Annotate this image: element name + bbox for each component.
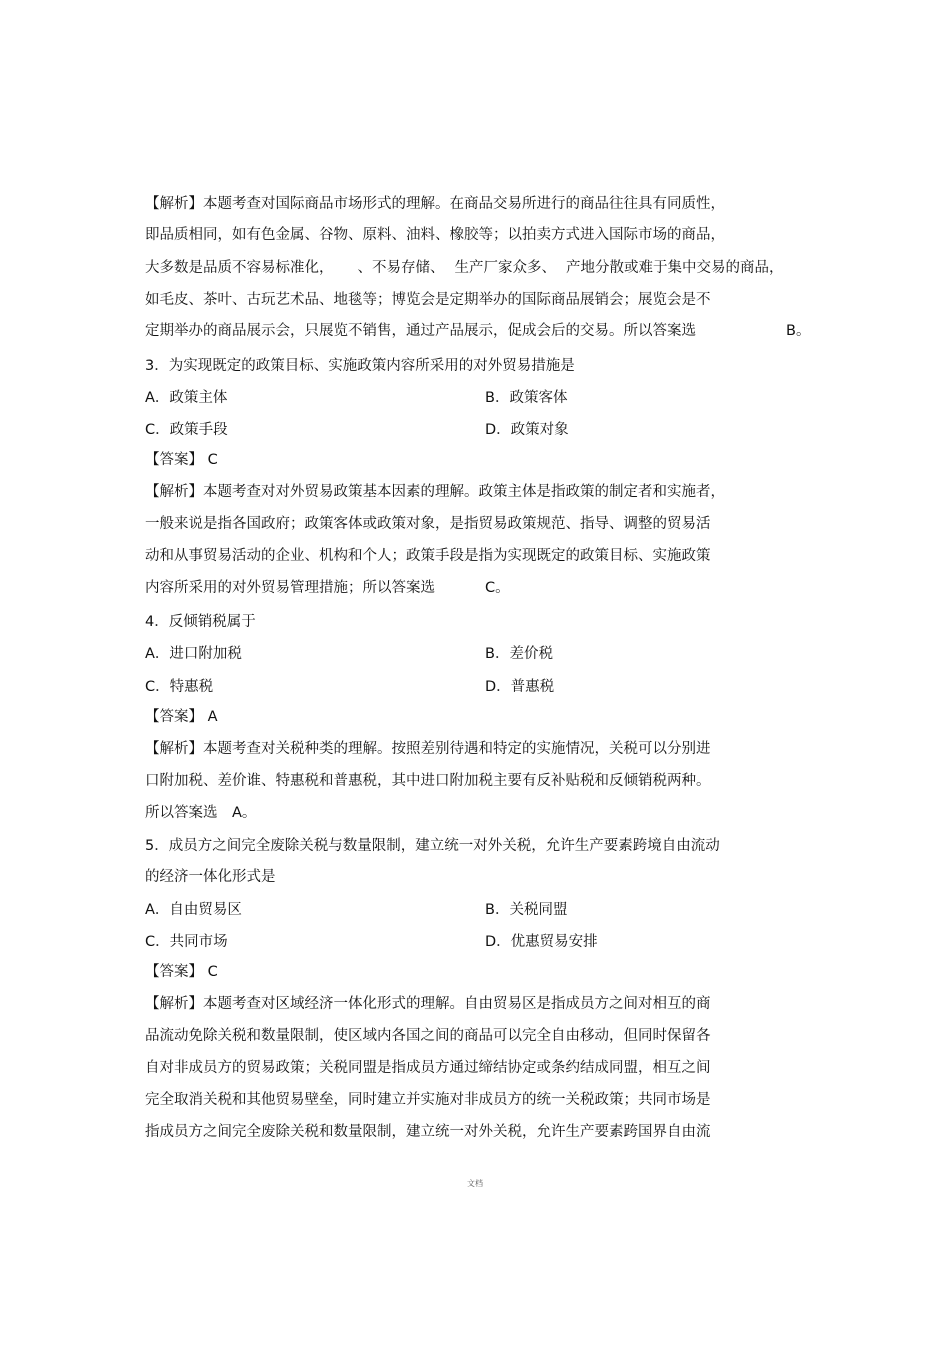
analysis-line: 完全取消关税和其他贸易壁垒，同时建立并实施对非成员方的统一关税政策；共同市场是 xyxy=(145,1092,711,1108)
option-a: A．进口附加税 xyxy=(145,646,242,662)
question-stem: 5．成员方之间完全废除关税与数量限制，建立统一对外关税，允许生产要素跨境自由流动 xyxy=(145,838,720,854)
analysis-line: 动和从事贸易活动的企业、机构和个人；政策手段是指为实现既定的政策目标、实施政策 xyxy=(145,548,711,564)
answer-letter: B。 xyxy=(786,323,811,339)
answer-line: 【答案】 A xyxy=(145,709,218,725)
question-stem: 4．反倾销税属于 xyxy=(145,614,256,630)
option-a: A．自由贸易区 xyxy=(145,902,242,918)
option-b: B．政策客体 xyxy=(485,390,568,406)
analysis-line: 指成员方之间完全废除关税和数量限制，建立统一对外关税，允许生产要素跨国界自由流 xyxy=(145,1124,711,1140)
analysis-fragment: 大多数是品质不容易标准化， xyxy=(145,260,334,276)
option-d: D．优惠贸易安排 xyxy=(485,934,598,950)
analysis-line: 定期举办的商品展示会，只展览不销售，通过产品展示，促成会后的交易。所以答案选 xyxy=(145,323,696,339)
analysis-fragment: 、不易存储、 xyxy=(357,260,445,276)
analysis-line: 口附加税、差价谁、特惠税和普惠税，其中进口附加税主要有反补贴税和反倾销税两种。 xyxy=(145,773,711,789)
answer-line: 【答案】 C xyxy=(145,452,218,468)
question-stem: 的经济一体化形式是 xyxy=(145,869,276,885)
option-a: A．政策主体 xyxy=(145,390,228,406)
analysis-line: 如毛皮、茶叶、古玩艺术品、地毯等；博览会是定期举办的国际商品展销会；展览会是不 xyxy=(145,292,711,308)
analysis-line: 【解析】本题考查对区域经济一体化形式的理解。自由贸易区是指成员方之间对相互的商 xyxy=(145,996,711,1012)
option-c: C．政策手段 xyxy=(145,422,228,438)
analysis-fragment: 产地分散或难于集中交易的商品， xyxy=(566,260,784,276)
analysis-line: 自对非成员方的贸易政策；关税同盟是指成员方通过缔结协定或条约结成同盟，相互之间 xyxy=(145,1060,711,1076)
option-b: B．关税同盟 xyxy=(485,902,568,918)
option-d: D．政策对象 xyxy=(485,422,569,438)
option-b: B．差价税 xyxy=(485,646,553,662)
analysis-line: 所以答案选 A。 xyxy=(145,805,257,821)
analysis-line: 【解析】本题考查对国际商品市场形式的理解。在商品交易所进行的商品往往具有同质性， xyxy=(145,196,725,212)
analysis-fragment: 生产厂家众多、 xyxy=(454,260,556,276)
analysis-line: 即品质相同，如有色金属、谷物、原料、油料、橡胶等；以拍卖方式进入国际市场的商品， xyxy=(145,227,725,243)
option-d: D．普惠税 xyxy=(485,679,555,695)
analysis-line: 【解析】本题考查对对外贸易政策基本因素的理解。政策主体是指政策的制定者和实施者， xyxy=(145,484,725,500)
option-c: C．共同市场 xyxy=(145,934,228,950)
analysis-line xyxy=(145,258,784,278)
analysis-line: 品流动免除关税和数量限制，使区域内各国之间的商品可以完全自由移动，但同时保留各 xyxy=(145,1028,711,1044)
analysis-line: 【解析】本题考查对关税种类的理解。按照差别待遇和特定的实施情况，关税可以分别进 xyxy=(145,741,711,757)
page-footer: 文档 xyxy=(467,1179,483,1188)
answer-line: 【答案】 C xyxy=(145,964,218,980)
question-stem: 3．为实现既定的政策目标、实施政策内容所采用的对外贸易措施是 xyxy=(145,358,575,374)
option-c: C．特惠税 xyxy=(145,679,214,695)
answer-letter: C。 xyxy=(485,580,510,596)
analysis-line: 内容所采用的对外贸易管理措施；所以答案选 xyxy=(145,580,435,596)
analysis-line: 一般来说是指各国政府；政策客体或政策对象，是指贸易政策规范、指导、调整的贸易活 xyxy=(145,516,711,532)
